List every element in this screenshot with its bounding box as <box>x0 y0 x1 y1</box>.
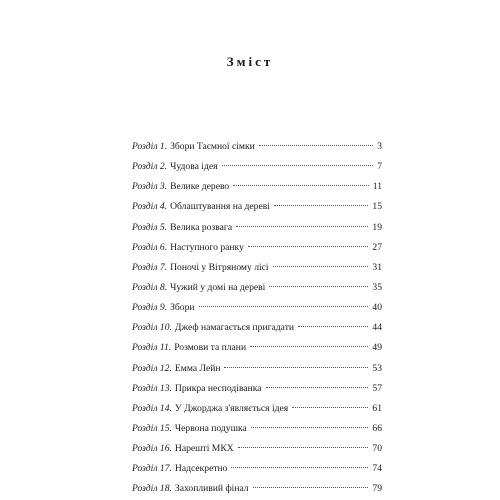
toc-entry <box>132 318 382 338</box>
chapter-label: Розділ 10. <box>132 322 172 334</box>
dot-leader <box>224 367 368 368</box>
chapter-title: Нарешті МКХ <box>174 443 234 455</box>
chapter-label: Розділ 16. <box>132 443 172 455</box>
dot-leader <box>266 387 369 388</box>
dot-leader <box>236 226 368 227</box>
chapter-label: Розділ 11. <box>132 342 172 354</box>
page-number: 40 <box>372 302 382 314</box>
chapter-title: Збори Таємної сімки <box>170 141 255 152</box>
toc-entry <box>132 197 382 217</box>
table-of-contents <box>132 137 382 500</box>
page-number: 7 <box>377 161 382 173</box>
dot-leader <box>233 185 369 186</box>
chapter-label: Розділ 15. <box>132 422 172 434</box>
toc-entry <box>132 379 382 399</box>
dot-leader <box>231 467 368 468</box>
dot-leader <box>199 306 369 307</box>
dot-leader <box>238 447 369 448</box>
chapter-title: Облаштування на дереві <box>170 201 270 213</box>
chapter-title: Червона подушка <box>174 422 247 434</box>
page-number: 3 <box>377 141 382 152</box>
toc-entry <box>132 359 382 379</box>
page-number: 35 <box>372 281 382 293</box>
chapter-label: Розділ 18. <box>132 483 172 495</box>
page-number: 44 <box>372 322 382 334</box>
chapter-title: Прикра несподіванка <box>174 382 262 394</box>
toc-entry <box>132 298 382 318</box>
chapter-title: Чудова ідея <box>170 161 218 173</box>
toc-entry <box>132 459 382 479</box>
dot-leader <box>274 205 369 206</box>
dot-leader <box>298 326 368 327</box>
chapter-label: Розділ 2. <box>132 161 168 173</box>
page-number: 74 <box>372 463 382 475</box>
toc-entry <box>132 177 382 197</box>
dot-leader <box>250 346 368 347</box>
dot-leader <box>269 286 368 287</box>
page-number: 15 <box>372 201 382 213</box>
dot-leader <box>248 246 369 247</box>
toc-entry <box>132 419 382 439</box>
chapter-label: Розділ 14. <box>132 402 172 414</box>
page-number: 61 <box>372 402 382 414</box>
toc-entry <box>132 399 382 419</box>
page-number: 27 <box>372 241 382 253</box>
page-number: 79 <box>372 483 382 495</box>
chapter-title: Поночі у Вітряному лісі <box>170 261 269 273</box>
chapter-label: Розділ 9. <box>132 302 168 314</box>
page-number: 66 <box>372 422 382 434</box>
toc-entry <box>132 439 382 459</box>
toc-entry <box>132 137 382 157</box>
chapter-label: Розділ 7. <box>132 261 168 273</box>
page-number: 57 <box>372 382 382 394</box>
chapter-label: Розділ 13. <box>132 382 172 394</box>
chapter-title: Захопливий фінал <box>174 483 249 495</box>
chapter-title: Велике дерево <box>170 181 230 193</box>
dot-leader <box>273 266 369 267</box>
toc-entry <box>132 157 382 177</box>
chapter-title: Джеф намагається пригадати <box>174 322 295 334</box>
toc-entry <box>132 258 382 278</box>
chapter-label: Розділ 1. <box>132 141 168 152</box>
page-number: 11 <box>372 181 382 193</box>
page-number: 70 <box>372 443 382 455</box>
dot-leader <box>222 165 374 166</box>
chapter-title: Чужий у домі на дереві <box>170 281 266 293</box>
dot-leader <box>259 145 373 146</box>
toc-entry <box>132 218 382 238</box>
toc-entry <box>132 338 382 358</box>
dot-leader <box>251 427 369 428</box>
chapter-title: Розмови та плани <box>174 342 247 354</box>
toc-entry <box>132 479 382 499</box>
chapter-title: Збори <box>170 302 195 314</box>
chapter-title: Велика розвага <box>170 221 233 233</box>
page-number: 19 <box>372 221 382 233</box>
toc-entry <box>132 238 382 258</box>
chapter-label: Розділ 4. <box>132 201 168 213</box>
page-number: 49 <box>372 342 382 354</box>
dot-leader <box>292 407 368 408</box>
chapter-title: Надсекретно <box>174 463 228 475</box>
chapter-title: Наступного ранку <box>170 241 244 253</box>
chapter-label: Розділ 17. <box>132 463 172 475</box>
chapter-title: У Джорджа з'являється ідея <box>174 402 289 414</box>
toc-entry <box>132 278 382 298</box>
page-number: 53 <box>372 362 382 374</box>
page-number: 31 <box>372 261 382 273</box>
chapter-label: Розділ 12. <box>132 362 172 374</box>
page-title: Зміст <box>226 54 274 69</box>
chapter-label: Розділ 8. <box>132 281 168 293</box>
chapter-label: Розділ 6. <box>132 241 168 253</box>
chapter-label: Розділ 5. <box>132 221 168 233</box>
dot-leader <box>253 487 369 488</box>
chapter-label: Розділ 3. <box>132 181 168 193</box>
chapter-title: Емма Лейн <box>174 362 221 374</box>
